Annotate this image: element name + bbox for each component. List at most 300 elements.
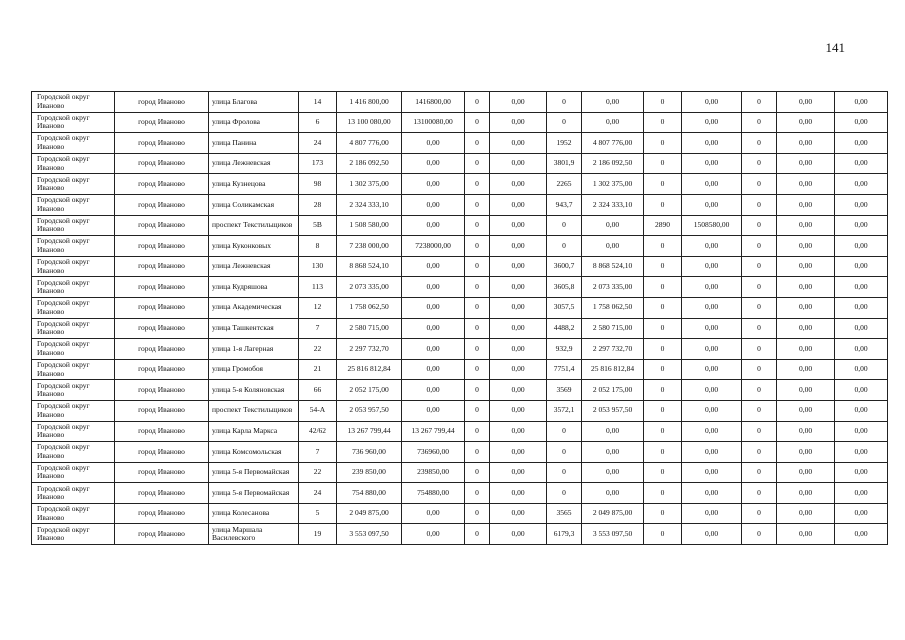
col-12-cell: 0,00 [682,318,742,339]
col-12-cell: 0,00 [682,194,742,215]
cost-cell: 0,00 [582,215,644,236]
col-11-cell: 0 [644,277,682,298]
col-14-cell: 0,00 [777,462,835,483]
data-table [31,91,888,545]
table-row [32,400,888,421]
col-12-cell: 0,00 [682,339,742,360]
settlement-cell: город Иваново [115,174,209,195]
col-15-cell: 0,00 [835,462,888,483]
settlement-cell: город Иваново [115,359,209,380]
municipality-cell: Городской округ Иваново [32,174,115,195]
col-7-cell: 0 [465,194,490,215]
col-15-cell: 0,00 [835,442,888,463]
total-cost-cell: 2 049 875,00 [337,503,402,524]
col-12-cell: 0,00 [682,297,742,318]
area-cell: 1952 [547,133,582,154]
col-7-cell: 0 [465,236,490,257]
house-number-cell: 19 [299,524,337,545]
col-13-cell: 0 [742,421,777,442]
col-14-cell: 0,00 [777,421,835,442]
col-15-cell: 0,00 [835,133,888,154]
street-cell: улица Маршала Василевского [209,524,299,545]
col-13-cell: 0 [742,194,777,215]
col-11-cell: 0 [644,256,682,277]
table-row [32,153,888,174]
col-8-cell: 0,00 [490,215,547,236]
col-12-cell: 0,00 [682,92,742,113]
col-8-cell: 0,00 [490,318,547,339]
table-row [32,503,888,524]
cost-cell: 0,00 [582,92,644,113]
table-row [32,194,888,215]
col-14-cell: 0,00 [777,112,835,133]
cost-cell: 2 580 715,00 [582,318,644,339]
area-cell: 943,7 [547,194,582,215]
col-7-cell: 0 [465,92,490,113]
col-7-cell: 0 [465,318,490,339]
street-cell: улица Лежневская [209,153,299,174]
col-14-cell: 0,00 [777,92,835,113]
house-number-cell: 113 [299,277,337,298]
street-cell: улица Кузнецова [209,174,299,195]
street-cell: улица Лежневская [209,256,299,277]
house-number-cell: 66 [299,380,337,401]
municipality-cell: Городской округ Иваново [32,503,115,524]
area-cell: 0 [547,421,582,442]
col-15-cell: 0,00 [835,215,888,236]
settlement-cell: город Иваново [115,92,209,113]
house-number-cell: 14 [299,92,337,113]
col-8-cell: 0,00 [490,174,547,195]
table-row [32,442,888,463]
house-number-cell: 24 [299,133,337,154]
col-6-cell: 0,00 [402,380,465,401]
col-15-cell: 0,00 [835,421,888,442]
col-15-cell: 0,00 [835,153,888,174]
col-6-cell: 13 267 799,44 [402,421,465,442]
municipality-cell: Городской округ Иваново [32,236,115,257]
page-number: 141 [825,40,845,55]
municipality-cell: Городской округ Иваново [32,277,115,298]
house-number-cell: 8 [299,236,337,257]
col-11-cell: 2890 [644,215,682,236]
col-6-cell: 239850,00 [402,462,465,483]
document-table-container [31,91,887,545]
street-cell: улица Комсомольская [209,442,299,463]
settlement-cell: город Иваново [115,194,209,215]
col-12-cell: 0,00 [682,277,742,298]
col-7-cell: 0 [465,297,490,318]
col-13-cell: 0 [742,359,777,380]
area-cell: 3565 [547,503,582,524]
col-12-cell: 1508580,00 [682,215,742,236]
cost-cell: 25 816 812,84 [582,359,644,380]
col-7-cell: 0 [465,462,490,483]
table-row [32,174,888,195]
col-14-cell: 0,00 [777,503,835,524]
col-6-cell: 1416800,00 [402,92,465,113]
municipality-cell: Городской округ Иваново [32,524,115,545]
cost-cell: 1 758 062,50 [582,297,644,318]
col-13-cell: 0 [742,256,777,277]
total-cost-cell: 13 100 080,00 [337,112,402,133]
area-cell: 4488,2 [547,318,582,339]
area-cell: 3569 [547,380,582,401]
total-cost-cell: 2 297 732,70 [337,339,402,360]
col-8-cell: 0,00 [490,359,547,380]
settlement-cell: город Иваново [115,256,209,277]
col-14-cell: 0,00 [777,359,835,380]
col-6-cell: 0,00 [402,339,465,360]
col-11-cell: 0 [644,400,682,421]
area-cell: 3572,1 [547,400,582,421]
settlement-cell: город Иваново [115,318,209,339]
table-row [32,92,888,113]
col-11-cell: 0 [644,503,682,524]
total-cost-cell: 2 186 092,50 [337,153,402,174]
col-12-cell: 0,00 [682,483,742,504]
table-row [32,215,888,236]
col-13-cell: 0 [742,503,777,524]
municipality-cell: Городской округ Иваново [32,215,115,236]
col-6-cell: 0,00 [402,153,465,174]
area-cell: 0 [547,92,582,113]
col-7-cell: 0 [465,277,490,298]
cost-cell: 0,00 [582,112,644,133]
total-cost-cell: 2 324 333,10 [337,194,402,215]
municipality-cell: Городской округ Иваново [32,112,115,133]
house-number-cell: 98 [299,174,337,195]
table-row [32,256,888,277]
area-cell: 3605,8 [547,277,582,298]
col-13-cell: 0 [742,215,777,236]
house-number-cell: 173 [299,153,337,174]
house-number-cell: 130 [299,256,337,277]
col-11-cell: 0 [644,462,682,483]
col-12-cell: 0,00 [682,421,742,442]
house-number-cell: 5 [299,503,337,524]
col-15-cell: 0,00 [835,256,888,277]
cost-cell: 4 807 776,00 [582,133,644,154]
col-8-cell: 0,00 [490,421,547,442]
col-12-cell: 0,00 [682,503,742,524]
col-7-cell: 0 [465,133,490,154]
settlement-cell: город Иваново [115,442,209,463]
col-14-cell: 0,00 [777,339,835,360]
settlement-cell: город Иваново [115,215,209,236]
cost-cell: 2 186 092,50 [582,153,644,174]
house-number-cell: 12 [299,297,337,318]
col-8-cell: 0,00 [490,112,547,133]
col-13-cell: 0 [742,462,777,483]
settlement-cell: город Иваново [115,277,209,298]
col-6-cell: 0,00 [402,174,465,195]
municipality-cell: Городской округ Иваново [32,297,115,318]
street-cell: улица Карла Маркса [209,421,299,442]
col-14-cell: 0,00 [777,194,835,215]
municipality-cell: Городской округ Иваново [32,483,115,504]
settlement-cell: город Иваново [115,380,209,401]
col-11-cell: 0 [644,421,682,442]
col-7-cell: 0 [465,359,490,380]
col-7-cell: 0 [465,112,490,133]
col-12-cell: 0,00 [682,236,742,257]
settlement-cell: город Иваново [115,421,209,442]
col-13-cell: 0 [742,236,777,257]
col-15-cell: 0,00 [835,174,888,195]
col-8-cell: 0,00 [490,462,547,483]
col-15-cell: 0,00 [835,503,888,524]
col-15-cell: 0,00 [835,92,888,113]
municipality-cell: Городской округ Иваново [32,442,115,463]
col-6-cell: 0,00 [402,256,465,277]
street-cell: улица Благова [209,92,299,113]
col-8-cell: 0,00 [490,133,547,154]
municipality-cell: Городской округ Иваново [32,462,115,483]
house-number-cell: 7 [299,318,337,339]
street-cell: улица Куконковых [209,236,299,257]
col-6-cell: 0,00 [402,318,465,339]
cost-cell: 2 297 732,70 [582,339,644,360]
col-6-cell: 0,00 [402,503,465,524]
area-cell: 0 [547,462,582,483]
col-11-cell: 0 [644,380,682,401]
col-7-cell: 0 [465,442,490,463]
col-12-cell: 0,00 [682,380,742,401]
area-cell: 6179,3 [547,524,582,545]
col-12-cell: 0,00 [682,400,742,421]
col-15-cell: 0,00 [835,339,888,360]
col-14-cell: 0,00 [777,380,835,401]
total-cost-cell: 754 880,00 [337,483,402,504]
col-13-cell: 0 [742,318,777,339]
cost-cell: 0,00 [582,483,644,504]
col-14-cell: 0,00 [777,153,835,174]
col-6-cell: 7238000,00 [402,236,465,257]
col-14-cell: 0,00 [777,174,835,195]
col-13-cell: 0 [742,92,777,113]
col-14-cell: 0,00 [777,133,835,154]
cost-cell: 0,00 [582,236,644,257]
col-11-cell: 0 [644,297,682,318]
total-cost-cell: 1 508 580,00 [337,215,402,236]
col-14-cell: 0,00 [777,236,835,257]
col-7-cell: 0 [465,503,490,524]
street-cell: улица Панина [209,133,299,154]
cost-cell: 2 073 335,00 [582,277,644,298]
street-cell: улица Кудряшова [209,277,299,298]
col-15-cell: 0,00 [835,318,888,339]
total-cost-cell: 1 758 062,50 [337,297,402,318]
area-cell: 2265 [547,174,582,195]
street-cell: улица Колесанова [209,503,299,524]
area-cell: 0 [547,236,582,257]
col-15-cell: 0,00 [835,277,888,298]
table-row [32,133,888,154]
col-8-cell: 0,00 [490,297,547,318]
table-row [32,462,888,483]
settlement-cell: город Иваново [115,503,209,524]
col-8-cell: 0,00 [490,400,547,421]
total-cost-cell: 4 807 776,00 [337,133,402,154]
total-cost-cell: 25 816 812,84 [337,359,402,380]
house-number-cell: 42/62 [299,421,337,442]
col-12-cell: 0,00 [682,256,742,277]
col-15-cell: 0,00 [835,194,888,215]
col-15-cell: 0,00 [835,112,888,133]
settlement-cell: город Иваново [115,133,209,154]
col-8-cell: 0,00 [490,339,547,360]
area-cell: 0 [547,112,582,133]
col-11-cell: 0 [644,174,682,195]
col-7-cell: 0 [465,215,490,236]
street-cell: улица 1-я Лагерная [209,339,299,360]
table-row [32,421,888,442]
total-cost-cell: 3 553 097,50 [337,524,402,545]
col-11-cell: 0 [644,153,682,174]
street-cell: улица 5-я Первомайская [209,462,299,483]
street-cell: проспект Текстильщиков [209,215,299,236]
col-13-cell: 0 [742,112,777,133]
municipality-cell: Городской округ Иваново [32,421,115,442]
house-number-cell: 22 [299,462,337,483]
col-7-cell: 0 [465,483,490,504]
col-15-cell: 0,00 [835,380,888,401]
col-6-cell: 754880,00 [402,483,465,504]
col-7-cell: 0 [465,524,490,545]
col-8-cell: 0,00 [490,277,547,298]
municipality-cell: Городской округ Иваново [32,92,115,113]
col-13-cell: 0 [742,339,777,360]
total-cost-cell: 2 580 715,00 [337,318,402,339]
col-6-cell: 0,00 [402,194,465,215]
area-cell: 0 [547,442,582,463]
area-cell: 0 [547,483,582,504]
street-cell: улица Громобоя [209,359,299,380]
col-12-cell: 0,00 [682,462,742,483]
total-cost-cell: 8 868 524,10 [337,256,402,277]
col-15-cell: 0,00 [835,400,888,421]
col-8-cell: 0,00 [490,92,547,113]
col-8-cell: 0,00 [490,153,547,174]
col-8-cell: 0,00 [490,256,547,277]
street-cell: улица Ташкентская [209,318,299,339]
cost-cell: 2 324 333,10 [582,194,644,215]
settlement-cell: город Иваново [115,483,209,504]
col-6-cell: 13100080,00 [402,112,465,133]
col-7-cell: 0 [465,421,490,442]
col-12-cell: 0,00 [682,524,742,545]
col-8-cell: 0,00 [490,483,547,504]
col-14-cell: 0,00 [777,297,835,318]
street-cell: проспект Текстильщиков [209,400,299,421]
col-13-cell: 0 [742,133,777,154]
area-cell: 3057,5 [547,297,582,318]
col-12-cell: 0,00 [682,133,742,154]
house-number-cell: 28 [299,194,337,215]
col-7-cell: 0 [465,400,490,421]
col-6-cell: 0,00 [402,524,465,545]
street-cell: улица 5-я Коляновская [209,380,299,401]
cost-cell: 0,00 [582,421,644,442]
col-8-cell: 0,00 [490,503,547,524]
col-13-cell: 0 [742,380,777,401]
cost-cell: 2 049 875,00 [582,503,644,524]
settlement-cell: город Иваново [115,112,209,133]
col-14-cell: 0,00 [777,277,835,298]
col-14-cell: 0,00 [777,483,835,504]
col-12-cell: 0,00 [682,359,742,380]
cost-cell: 1 302 375,00 [582,174,644,195]
table-row [32,483,888,504]
col-8-cell: 0,00 [490,194,547,215]
table-row [32,277,888,298]
col-13-cell: 0 [742,153,777,174]
cost-cell: 8 868 524,10 [582,256,644,277]
municipality-cell: Городской округ Иваново [32,256,115,277]
street-cell: улица Академическая [209,297,299,318]
col-11-cell: 0 [644,359,682,380]
municipality-cell: Городской округ Иваново [32,318,115,339]
col-11-cell: 0 [644,524,682,545]
col-8-cell: 0,00 [490,236,547,257]
col-11-cell: 0 [644,236,682,257]
col-6-cell: 0,00 [402,277,465,298]
total-cost-cell: 1 416 800,00 [337,92,402,113]
total-cost-cell: 2 073 335,00 [337,277,402,298]
col-11-cell: 0 [644,112,682,133]
municipality-cell: Городской округ Иваново [32,194,115,215]
col-12-cell: 0,00 [682,112,742,133]
table-row [32,236,888,257]
table-row [32,318,888,339]
col-13-cell: 0 [742,174,777,195]
municipality-cell: Городской округ Иваново [32,380,115,401]
house-number-cell: 22 [299,339,337,360]
cost-cell: 2 052 175,00 [582,380,644,401]
house-number-cell: 7 [299,442,337,463]
house-number-cell: 21 [299,359,337,380]
area-cell: 932,9 [547,339,582,360]
col-11-cell: 0 [644,442,682,463]
table-row [32,524,888,545]
cost-cell: 0,00 [582,442,644,463]
col-12-cell: 0,00 [682,153,742,174]
col-8-cell: 0,00 [490,380,547,401]
municipality-cell: Городской округ Иваново [32,153,115,174]
total-cost-cell: 2 053 957,50 [337,400,402,421]
col-14-cell: 0,00 [777,318,835,339]
col-7-cell: 0 [465,339,490,360]
col-11-cell: 0 [644,92,682,113]
street-cell: улица Соликамская [209,194,299,215]
col-6-cell: 0,00 [402,400,465,421]
col-15-cell: 0,00 [835,236,888,257]
col-13-cell: 0 [742,277,777,298]
municipality-cell: Городской округ Иваново [32,339,115,360]
settlement-cell: город Иваново [115,297,209,318]
col-7-cell: 0 [465,153,490,174]
col-14-cell: 0,00 [777,442,835,463]
col-14-cell: 0,00 [777,400,835,421]
col-6-cell: 736960,00 [402,442,465,463]
table-row [32,339,888,360]
house-number-cell: 54-А [299,400,337,421]
settlement-cell: город Иваново [115,153,209,174]
col-7-cell: 0 [465,174,490,195]
table-row [32,380,888,401]
col-15-cell: 0,00 [835,297,888,318]
